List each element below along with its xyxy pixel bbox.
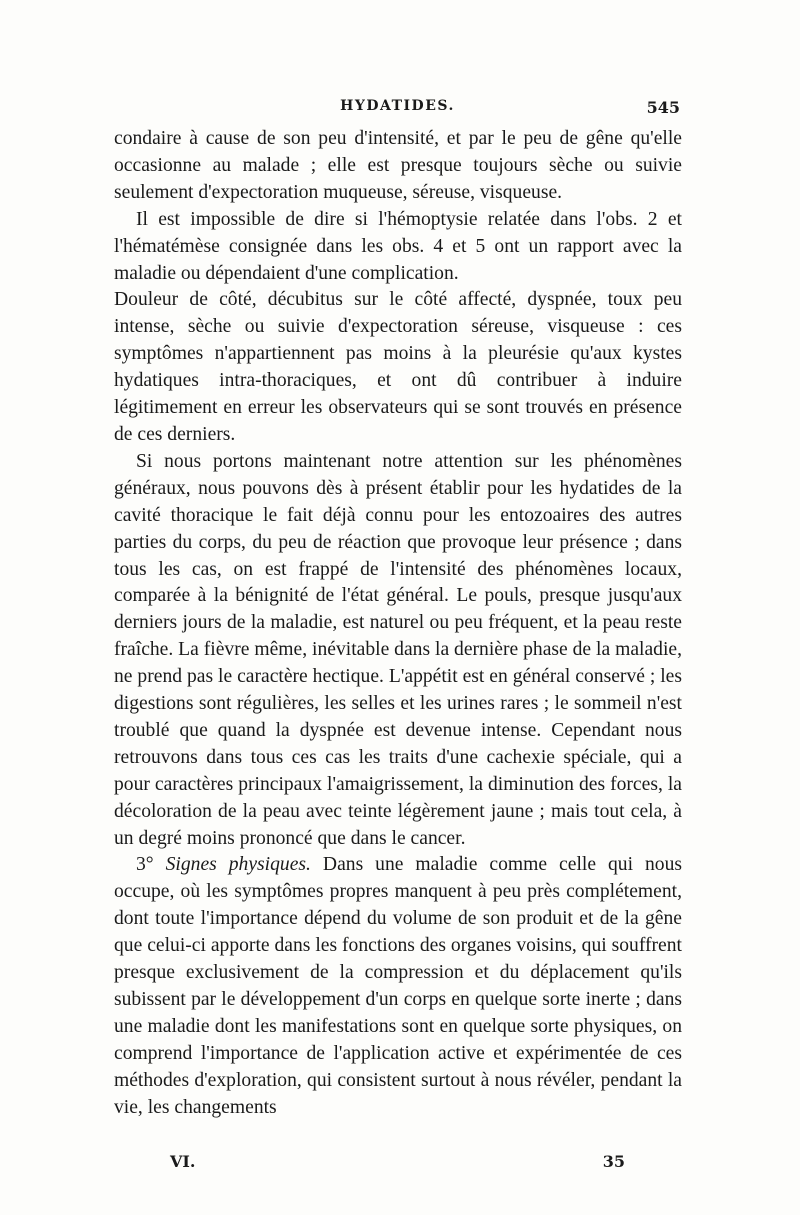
- section-heading: Signes physiques.: [165, 854, 311, 876]
- body-text: [114, 126, 682, 1122]
- paragraph: Si nous portons maintenant notre attention sur les phénomènes généraux, nous pouvons dès à présent établir pour les hydatides de la cavité thoracique le fait déjà connu pour les entozoaires des autres parties du corps, du peu de réaction que provoque leur présence ; dans tous les cas, on est frappé de l'intensité des phénomènes locaux, comparée à la bénignité de l'état général. Le pouls, presque jusqu'aux derniers jours de la maladie, est naturel ou peu fréquent, et la peau reste fraîche. La fièvre même, inévitable dans la dernière phase de la maladie, ne prend pas le caractère hectique. L'appétit est en général conservé ; les digestions sont régulières, les selles et les urines rares ; le sommeil n'est troublé que quand la dyspnée est devenue intense. Cependant nous retrouvons dans tous ces cas les traits d'une cachexie spéciale, qui a pour caractères principaux l'amaigrissement, la diminution des forces, la décoloration de la peau avec teinte légèrement jaune ; mais tout cela, à un degré moins prononcé que dans le cancer.: [114, 450, 682, 849]
- section-paragraph: [114, 852, 682, 1121]
- section-number: 3°: [136, 854, 154, 876]
- running-title: HYDATIDES.: [340, 98, 455, 114]
- page-number: 545: [646, 98, 680, 117]
- section-text: Dans une maladie comme celle qui nous occupe, où les symptômes propres manquent à peu près complétement, dont toute l'importance dépend du volume de son produit et de la gêne que celui-ci apporte dans les fonctions des organes voisins, qui souffrent presque exclusivement de la compression et du déplacement qu'ils subissent par le développement d'un corps en quelque sorte inerte ; dans une maladie dont les manifestations sont en quelque sorte physiques, on comprend l'importance de l'application active et expérimentée de ces méthodes d'exploration, qui consistent surtout à nous révéler, pendant la vie, les changements: [114, 854, 683, 1118]
- page-footer: [170, 1152, 625, 1178]
- paragraph: Il est impossible de dire si l'hémoptysie relatée dans l'obs. 2 et l'hématémèse consignée dans les obs. 4 et 5 ont un rapport avec la maladie ou dépendaient d'une complication.: [114, 208, 682, 284]
- sheet-number: 35: [602, 1152, 625, 1171]
- paragraph: Douleur de côté, décubitus sur le côté affecté, dyspnée, toux peu intense, sèche ou suivie d'expectoration séreuse, visqueuse : ces symptômes n'appartiennent pas moins à la pleurésie qu'aux kystes hydatiques intra-thoraciques, et ont dû contribuer à induire légitimement en erreur les observateurs qui se sont trouvés en présence de ces derniers.: [114, 289, 682, 445]
- running-head: [115, 98, 680, 120]
- paragraph: condaire à cause de son peu d'intensité, et par le peu de gêne qu'elle occasionne au malade ; elle est presque toujours sèche ou suivie seulement d'expectoration muqueuse, séreuse, visqueuse.: [114, 128, 682, 203]
- signature-mark: VI.: [170, 1152, 196, 1171]
